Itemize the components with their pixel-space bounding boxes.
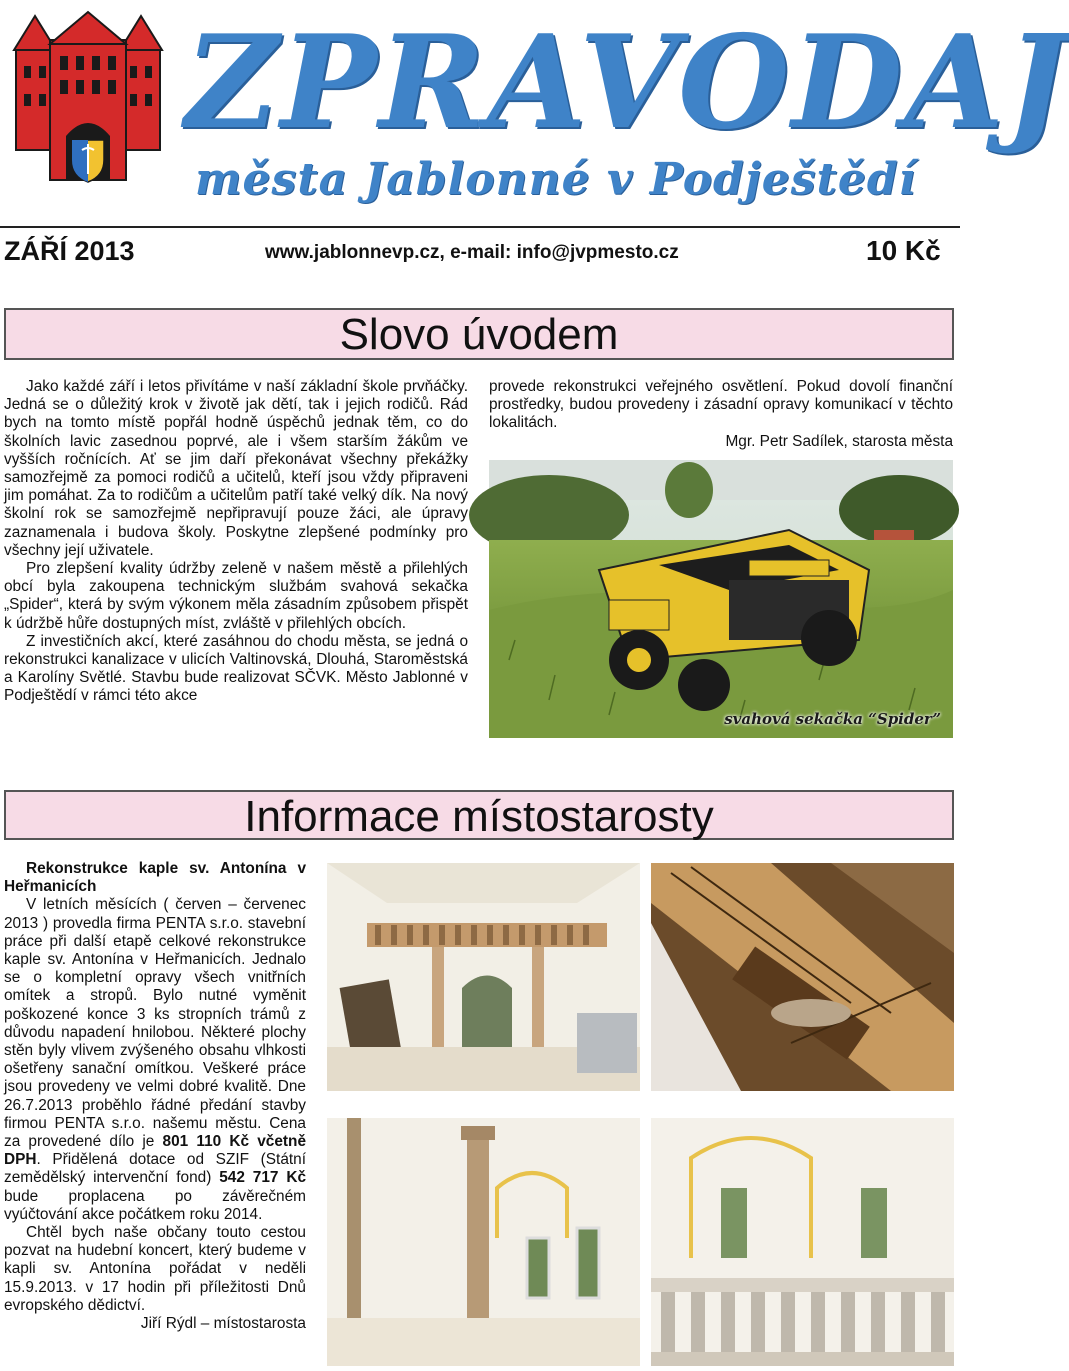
article-title (4, 860, 306, 896)
article-title-text: Rekonstrukce kaple sv. Antonína v Heřmanicích (4, 860, 306, 896)
town-crest-logo (10, 10, 166, 200)
vice-mayor-signature: Jiří Rýdl – místostarosta (140, 1315, 306, 1333)
slovo-paragraph-3: Z investičních akcí, které zasáhnou do chodu města, se jedná o rekonstrukci kanalizace v ulicích Valtinovská, Dlouhá, Staroměstská a Karolíny Světlé. Stavbu bude realizovat SČVK. Město Jablonné v Podještědí v rámci této akce (4, 632, 468, 705)
masthead-title: ZPRAVODAJ (185, 8, 1069, 158)
informace-text-column (4, 860, 306, 1333)
masthead-subtitle: města Jablonné v Podještědí (195, 154, 917, 205)
slovo-paragraph-3-continued: provede rekonstrukci veřejného osvětlení. Pokud dovolí finanční prostředky, budou provedeny i zásadní opravy komunikací v těchto lokalitách. (489, 378, 953, 432)
mayor-signature: Mgr. Petr Sadílek, starosta města (725, 432, 953, 450)
issue-price: 10 Kč (866, 235, 941, 266)
article-paragraph-1 (4, 896, 306, 1224)
article-price: 801 110 Kč včetně DPH (4, 1133, 307, 1169)
mower-photo-caption: svahová sekačka “Spider” (724, 710, 941, 728)
slovo-uvodem-left-column (4, 378, 468, 706)
article-p1-text: V letních měsících ( červen – červenec 2013 ) provedla firma PENTA s.r.o. stavební práce při další etapě celkové rekonstrukce kaple sv. Antonína v Heřmanicích. Jednalo se o kompletní opravy všech vnitřních omítek a stropů. Bylo nutné vyměnit poškozené konce 3 ks stropních trámů z důvodu napadení hnilobou. Některé plochy stěn byly vlivem zvýšeného obsahu vlhkosti ošetřeny sanační omítkou. Veškeré práce jsou provedeny ve velmi dobré kvalitě. Dne 26.7.2013 proběhlo řádné předání stavby firmou PENTA s.r.o. našemu městu. Cena za provedené dílo je (4, 896, 306, 1151)
article-p1-end: bude proplacena po závěrečném vyúčtování akce počátkem roku 2014. (4, 1187, 306, 1223)
ceiling-beams-photo (651, 863, 954, 1091)
chapel-interior-photo (327, 863, 640, 1091)
header-divider (0, 226, 960, 228)
slovo-paragraph-1: Jako každé září i letos přivítáme v naší základní škole prvňáčky. Jedná se o důležitý krok v životě jak dětí, tak i jejich rodičů. Rád bych na tomto místě popřál hodně úspěchů jednak těm, co do školních lavic zasednou poprvé, ale i všem starším žákům ve vyšších ročnících. Ať se jim daří překonávat všechny překážky samozřejmě za pomoci rodičů a učitelů, kteří jsou vždy připraveni jim pomáhat. Za to rodičům a učitelům patří také velký dík. Na nový školní rok se samozřejmě nepřipravují pouze žáci, ale úpravy zaznamenala i budova školy. Poskytne zlepšené podmínky pro všechny její uživatele. (4, 378, 468, 559)
section-heading-slovo-uvodem: Slovo úvodem (4, 308, 954, 360)
issue-date: ZÁŘÍ 2013 (4, 236, 135, 266)
mower-illustration (489, 460, 953, 738)
contact-line[interactable]: www.jablonnevp.cz, e-mail: info@jvpmesto.cz (265, 242, 679, 263)
article-grant: 542 717 Kč (219, 1169, 306, 1187)
chapel-balcony-photo (651, 1118, 954, 1366)
chapel-columns-photo (327, 1118, 640, 1366)
slovo-paragraph-2: Pro zlepšení kvality údržby zeleně v našem městě a přilehlých obcí byla zakoupena technickým službám svahová sekačka „Spider“, která by svým výkonem měla zásadním způsobem přispět k údržbě hůře dostupných míst, zvláště v přilehlých obcích. (4, 560, 468, 632)
section-heading-informace: Informace místostarosty (4, 790, 954, 840)
article-p1-mid: . Přidělená dotace od SZIF (Státní zemědělský intervenční fond) (4, 1151, 306, 1187)
slovo-uvodem-right-column (489, 378, 953, 451)
mower-photo (489, 460, 953, 738)
article-paragraph-2: Chtěl bych naše občany touto cestou pozvat na hudební koncert, který budeme v kapli sv. Antonína pořádat v neděli 15.9.2013. v 17 hodin při příležitosti Dnů evropského dědictví. (4, 1224, 306, 1314)
